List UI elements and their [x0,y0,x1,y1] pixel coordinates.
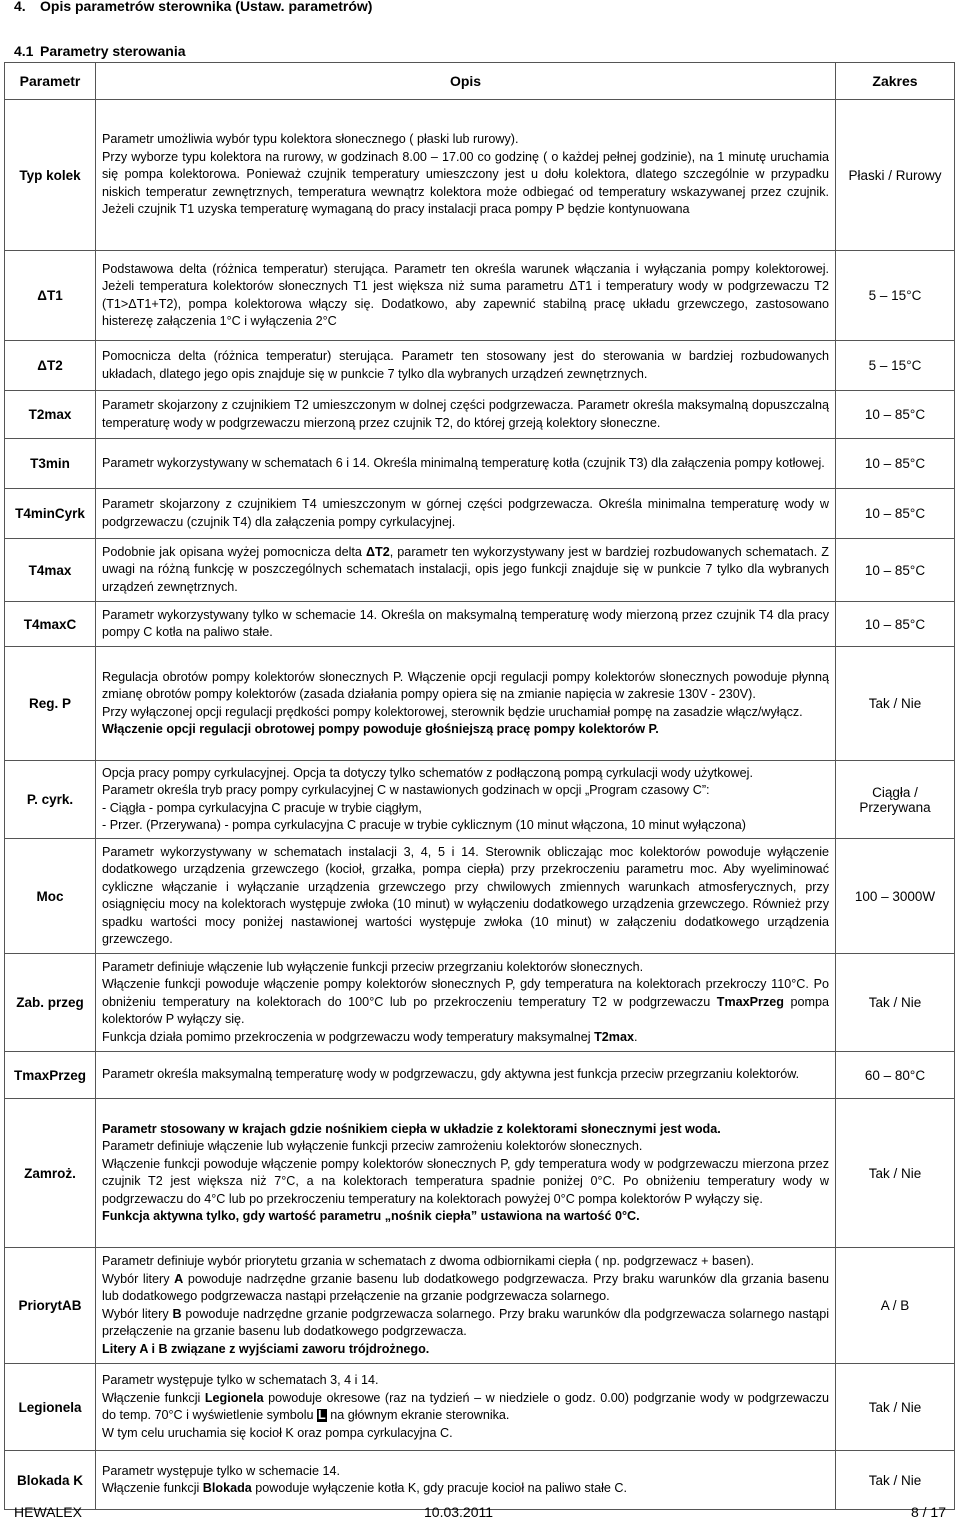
param-name: Moc [5,839,96,954]
table-header-row [5,63,955,100]
table-row [5,439,955,489]
table-row [5,839,955,954]
param-range: Tak / Nie [836,1099,955,1248]
param-range: Płaski / Rurowy [836,100,955,251]
param-description: Parametr wykorzystywany w schematach 6 i 14. Określa minimalną temperaturę kotła (czujnik T3) dla załączenia pompy kotłowej. [96,439,836,489]
table-row [5,1364,955,1451]
table-row [5,954,955,1052]
table-row [5,251,955,341]
param-description: Parametr określa maksymalną temperaturę wody w podgrzewaczu, gdy aktywna jest funkcja przeciw przegrzaniu kolektorów. [96,1052,836,1099]
param-name: TmaxPrzeg [5,1052,96,1099]
param-description: Regulacja obrotów pompy kolektorów słonecznych P. Włączenie opcji regulacji pompy kolektorów słonecznych powoduje płynną zmianę obrotów pompy kolektorów (zasada działania pompy opiera się na zmianie napięcia w zakresie 130V - 230V). Przy wyłączonej opcji regulacji prędkości pompy kolektorowej, sterownik będzie uruchamiał pompę na zasadzie włącz/wyłącz. Włączenie opcji regulacji obrotowej pompy powoduje głośniejszą pracę pompy kolektorów P. [96,647,836,761]
param-name: Zamroż. [5,1099,96,1248]
table-row [5,100,955,251]
param-name: T2max [5,391,96,439]
param-range: 10 – 85°C [836,439,955,489]
param-name: Typ kolek [5,100,96,251]
param-range: Ciągła / Przerywana [836,761,955,839]
param-name: ΔT2 [5,341,96,391]
page-footer [14,1504,946,1524]
param-range: 5 – 15°C [836,251,955,341]
header-zakres: Zakres [836,63,955,100]
param-name: T4maxC [5,602,96,647]
param-description: Podobnie jak opisana wyżej pomocnicza delta ΔT2, parametr ten wykorzystywany jest w bardziej rozbudowanych schematach. Z uwagi na różną funkcję w poszczególnych schematach instalacji, opis jego funkcji znajduje się w punkcie 7 tylko dla wybranych urządzeń zewnętrznych. [96,539,836,602]
param-range: Tak / Nie [836,1364,955,1451]
table-row [5,1052,955,1099]
param-range: A / B [836,1248,955,1364]
table-row [5,391,955,439]
table-row [5,489,955,539]
param-name: T4max [5,539,96,602]
param-description: Parametr umożliwia wybór typu kolektora słonecznego ( płaski lub rurowy). Przy wyborze typu kolektora na rurowy, w godzinach 8.00 – 17.00 co godzinę ( o każdej pełnej godzinie), na 1 minutę uruchamia się pompa kolektorowa. Ponieważ czujnik temperatury umieszczony jest u dołu kolektora, dlatego szczególnie w przypadku niskich temperatur zewnętrznych, temperatura wewnątrz kolektora może odbiegać od temperatury wskazywanej przez czujnik. Jeżeli czujnik T1 uzyska temperaturę wymaganą do pracy instalacji praca pompy P będzie kontynuowana [96,100,836,251]
param-name: P. cyrk. [5,761,96,839]
legionela-symbol-icon: L [318,1408,326,1422]
table-row [5,647,955,761]
param-range: Tak / Nie [836,647,955,761]
param-description: Parametr występuje tylko w schemacie 14. Włączenie funkcji Blokada powoduje wyłączenie kotła K, gdy pracuje kocioł na paliwo stałe C. [96,1451,836,1510]
param-description: Parametr wykorzystywany w schematach instalacji 3, 4, 5 i 14. Sterownik obliczając moc kolektorów powoduje wyłączenie dodatkowego urządzenia grzewczego (kocioł, grzałka, pompa ciepła) przy przekroczeniu parametru moc. Aby wyeliminować cykliczne włączanie i wyłączanie urządzenia grzewczego przy chwilowych zmiennych warunkach atmosferycznych, przy osiągnięciu mocy na kolektorach występuje zwłoka (10 minut) w wyłączeniu dodatkowego urządzenia grzewczego. Również przy spadku wartości mocy poniżej nastawionej wartości występuje zwłoka (10 minut) w załączeniu dodatkowego urządzenia grzewczego. [96,839,836,954]
section-heading: 4. Opis parametrów sterownika (Ustaw. parametrów) [14,0,373,14]
param-description: Parametr występuje tylko w schematach 3, 4 i 14. Włączenie funkcji Legionela powoduje okresowe (raz na tydzień – w niedziele o godz. 0.00) podgrzanie wody w podgrzewaczu do temp. 70°C i wyświetlenie symbolu L na głównym ekranie sterownika. W tym celu uruchamia się kocioł K oraz pompa cyrkulacyjna C. [96,1364,836,1451]
footer-company: HEWALEX [14,1504,82,1520]
footer-page-number: 8 / 17 [910,1504,946,1520]
param-range: 10 – 85°C [836,539,955,602]
table-row [5,539,955,602]
param-range: 10 – 85°C [836,489,955,539]
param-range: 60 – 80°C [836,1052,955,1099]
header-parametr: Parametr [5,63,96,100]
param-description: Parametr skojarzony z czujnikiem T4 umieszczonym w górnej części podgrzewacza. Określa minimalna temperaturę wody w podgrzewaczu (czujnik T4) dla załączenia pompy cyrkulacyjnej. [96,489,836,539]
table-row [5,1099,955,1248]
param-description: Pomocnicza delta (różnica temperatur) sterująca. Parametr ten stosowany jest do sterowania w bardziej rozbudowanych układach, dlatego jego opis znajduje się w punkcie 7 tylko dla wybranych urządzeń zewnętrznych. [96,341,836,391]
param-range: 10 – 85°C [836,391,955,439]
param-description: Parametr wykorzystywany tylko w schemacie 14. Określa on maksymalną temperaturę wody mierzoną przez czujnik T4 dla pracy pompy C kotła na paliwo stałe. [96,602,836,647]
param-name: Legionela [5,1364,96,1451]
param-name: T3min [5,439,96,489]
table-row [5,1451,955,1510]
param-description: Parametr definiuje wybór priorytetu grzania w schematach z dwoma odbiornikami ciepła ( np. podgrzewacz + basen). Wybór litery A powoduje nadrzędne grzanie basenu lub dodatkowego podgrzewacza. Przy braku warunków dla grzania basenu lub dodatkowego podgrzewacza nastąpi przełączenie na grzanie podgrzewacza solarnego. Wybór litery B powoduje nadrzędne grzanie podgrzewacza solarnego. Przy braku warunków dla podgrzewacza solarnego nastąpi przełączenie na grzanie basenu lub dodatkowego podgrzewacza. Litery A i B związane z wyjściami zaworu trójdrożnego. [96,1248,836,1364]
param-range: 5 – 15°C [836,341,955,391]
param-name: T4minCyrk [5,489,96,539]
subsection-heading: 4.1 Parametry sterowania [14,43,186,59]
param-name: Reg. P [5,647,96,761]
param-name: PriorytAB [5,1248,96,1364]
param-description: Parametr skojarzony z czujnikiem T2 umieszczonym w dolnej części podgrzewacza. Parametr określa maksymalną dopuszczalną temperaturę wody w podgrzewaczu mierzoną przez czujnik T2, do której grzeją kolektory słoneczne. [96,391,836,439]
param-range: Tak / Nie [836,1451,955,1510]
footer-date: 10.03.2011 [424,1504,494,1520]
table-row [5,341,955,391]
param-range: Tak / Nie [836,954,955,1052]
param-name: Blokada K [5,1451,96,1510]
param-description: Podstawowa delta (różnica temperatur) sterująca. Parametr ten określa warunek włączania i wyłączania pompy kolektorowej. Jeżeli temperatura kolektorów słonecznych T1 jest większa niż suma parametru ΔT1 i temperatury wody w podgrzewaczu T2 (T1>ΔT1+T2), pompa kolektorowa włączy się. Dodatkowo, aby zapewnić stabilną pracę układu grzewczego, zastosowano histerezę załączenia 1°C i wyłączenia 2°C [96,251,836,341]
table-row [5,602,955,647]
table-row [5,1248,955,1364]
header-opis: Opis [96,63,836,100]
table-row [5,761,955,839]
param-description: Parametr definiuje włączenie lub wyłączenie funkcji przeciw przegrzaniu kolektorów słonecznych. Włączenie funkcji powoduje włączenie pompy kolektorów słonecznych P, gdy temperatura na kolektorach przekroczy 110°C. Po obniżeniu temperatury na kolektorach do 100°C lub po przekroczeniu temperatury T2 w podgrzewaczu TmaxPrzeg pompa kolektorów P wyłączy się. Funkcja działa pomimo przekroczenia w podgrzewaczu wody temperatury maksymalnej T2max. [96,954,836,1052]
param-name: ΔT1 [5,251,96,341]
parameters-table [4,62,955,1510]
param-range: 100 – 3000W [836,839,955,954]
param-description: Opcja pracy pompy cyrkulacyjnej. Opcja ta dotyczy tylko schematów z podłączoną pompą cyrkulacji wody użytkowej. Parametr określa tryb pracy pompy cyrkulacyjnej C w nastawionych godzinach w opcji „Program czasowy C”: - Ciągła - pompa cyrkulacyjna C pracuje w trybie ciągłym, - Przer. (Przerywana) - pompa cyrkulacyjna C pracuje w trybie cyklicznym (10 minut włączona, 10 minut wyłączona) [96,761,836,839]
param-description: Parametr stosowany w krajach gdzie nośnikiem ciepła w układzie z kolektorami słonecznymi jest woda. Parametr definiuje włączenie lub wyłączenie funkcji przeciw zamrożeniu kolektorów słonecznych. Włączenie funkcji powoduje włączenie pompy kolektorów słonecznych P, gdy temperatura wody w podgrzewaczu mierzona przez czujnik T2 jest większa niż 7°C, a na kolektorach temperatura spadnie poniżej 0°C. Po obniżeniu temperatury wody w podgrzewaczu do 4°C lub po przekroczeniu temperatury na kolektorach powyżej 0°C pompa kolektorów P wyłączy się. Funkcja aktywna tylko, gdy wartość parametru „nośnik ciepła” ustawiona na wartość 0°C. [96,1099,836,1248]
param-name: Zab. przeg [5,954,96,1052]
param-range: 10 – 85°C [836,602,955,647]
